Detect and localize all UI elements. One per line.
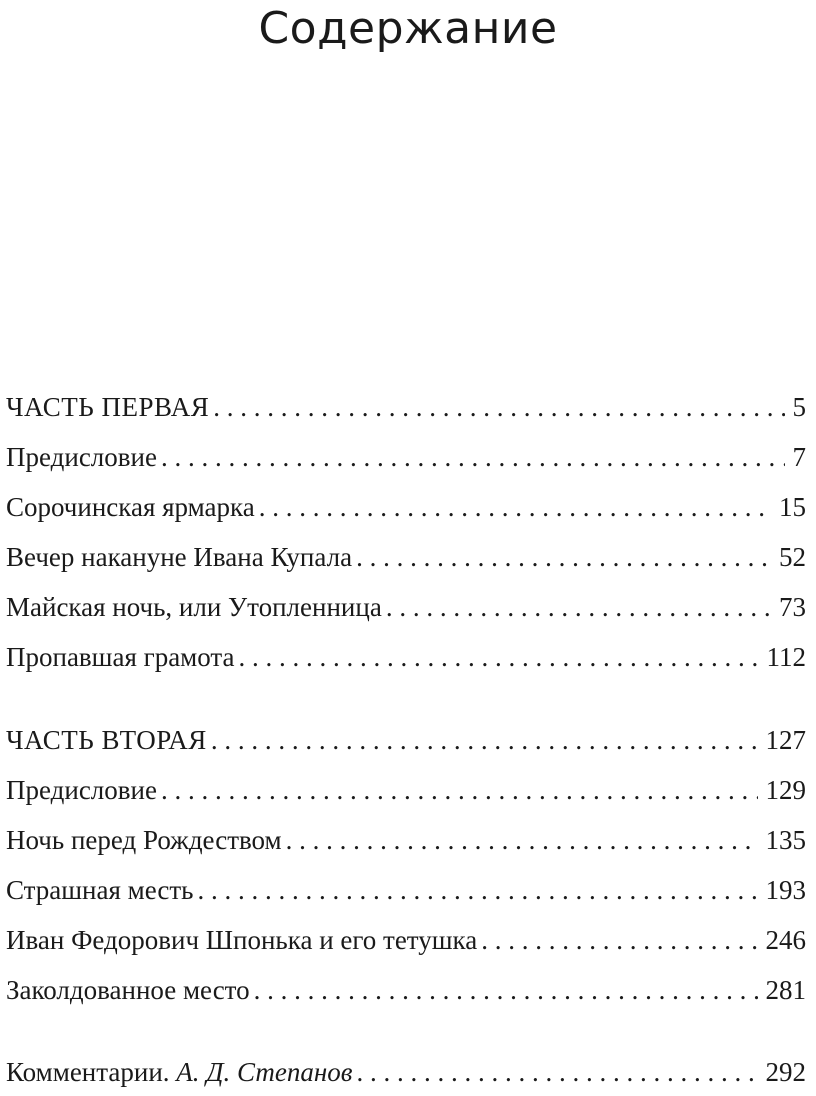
leader-dots — [254, 973, 758, 1007]
page-number: 73 — [779, 592, 806, 622]
toc-part-heading — [6, 388, 806, 424]
toc-entry-commentary — [6, 1053, 806, 1089]
entry-title: Предисловие — [6, 775, 157, 805]
page-number: 15 — [779, 492, 806, 522]
toc-entry — [6, 438, 806, 474]
page-number: 281 — [765, 975, 806, 1005]
page-number: 135 — [765, 825, 806, 855]
entry-title: Страшная месть — [6, 875, 194, 905]
entry-title: Пропавшая грамота — [6, 642, 235, 672]
page-number: 129 — [765, 775, 806, 805]
entry-title: Сорочинская ярмарка — [6, 492, 255, 522]
part-title: ЧАСТЬ ВТОРАЯ — [6, 725, 207, 755]
toc-entry — [6, 538, 806, 574]
leader-dots — [213, 390, 784, 424]
leader-dots — [259, 490, 771, 524]
toc-entry — [6, 771, 806, 807]
table-of-contents — [6, 0, 806, 1096]
toc-part-heading — [6, 721, 806, 757]
toc-entry — [6, 488, 806, 524]
entry-title — [6, 1055, 356, 1089]
leader-dots — [211, 723, 758, 757]
entry-title: Заколдованное место — [6, 975, 250, 1005]
leader-dots — [161, 440, 785, 474]
page-number: 5 — [792, 392, 806, 422]
toc-entry — [6, 921, 806, 957]
page-number: 52 — [779, 542, 806, 572]
leader-dots — [161, 773, 758, 807]
toc-entry — [6, 871, 806, 907]
entry-title: Предисловие — [6, 442, 157, 472]
entry-title: Ночь перед Рождеством — [6, 825, 282, 855]
leader-dots — [198, 873, 758, 907]
toc-entry — [6, 821, 806, 857]
part-title: ЧАСТЬ ПЕРВАЯ — [6, 392, 210, 422]
page-number: 127 — [765, 725, 806, 755]
leader-dots — [386, 590, 771, 624]
toc-entry — [6, 638, 806, 674]
leader-dots — [356, 1055, 757, 1089]
entry-title: Майская ночь, или Утопленница — [6, 592, 382, 622]
page-number: 292 — [765, 1057, 806, 1087]
page-number: 112 — [766, 642, 806, 672]
entry-title: Вечер накануне Ивана Купала — [6, 542, 353, 572]
commentary-label: Комментарии. — [6, 1057, 170, 1087]
leader-dots — [356, 540, 771, 574]
page-number: 7 — [792, 442, 806, 472]
toc-entry — [6, 971, 806, 1007]
page-number: 193 — [765, 875, 806, 905]
entry-title: Иван Федорович Шпонька и его тетушка — [6, 925, 478, 955]
toc-entry — [6, 588, 806, 624]
page-number: 246 — [765, 925, 806, 955]
leader-dots — [286, 823, 758, 857]
commentary-author: А. Д. Степанов — [176, 1057, 353, 1087]
page-title: Содержание — [258, 3, 558, 54]
leader-dots — [239, 640, 759, 674]
leader-dots — [481, 923, 757, 957]
